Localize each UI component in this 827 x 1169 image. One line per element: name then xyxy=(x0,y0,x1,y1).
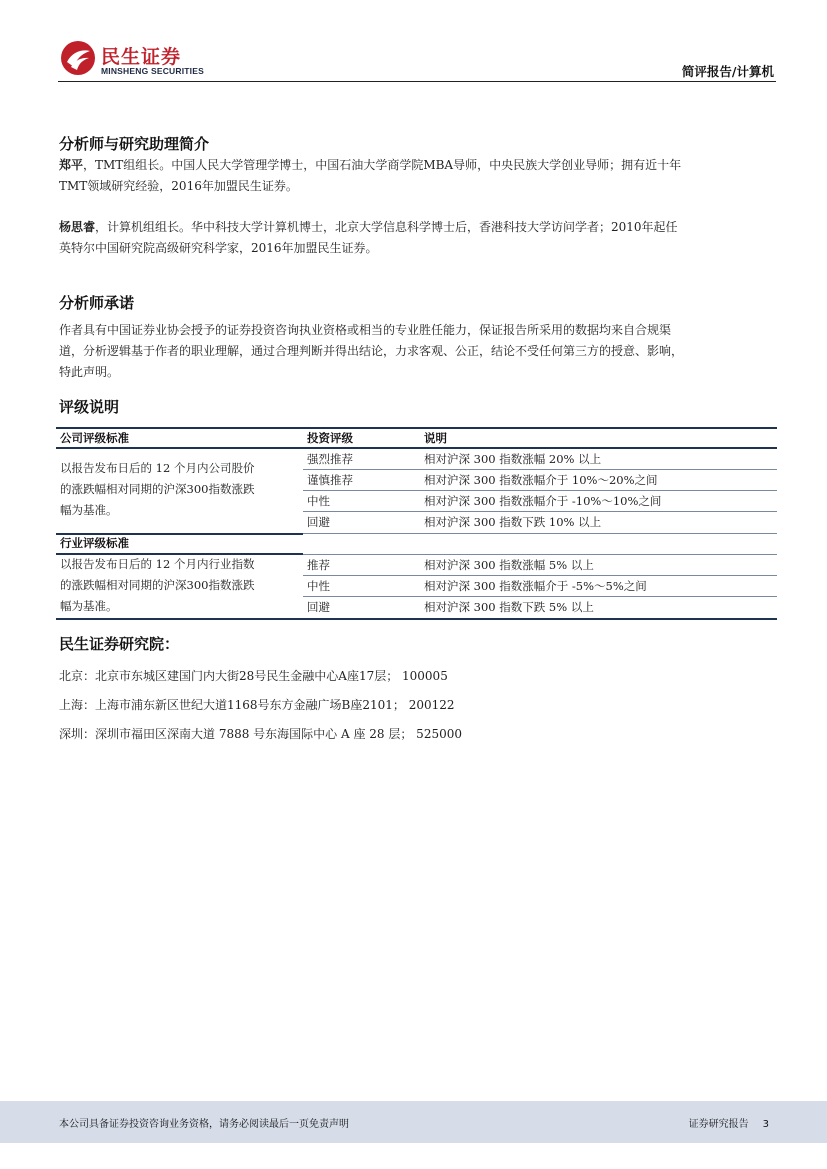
col-header-description: 说明 xyxy=(424,431,447,445)
criteria-line: 的涨跌幅相对同期的沪深300指数涨跌 xyxy=(60,482,255,496)
rating-strong-buy: 强烈推荐 xyxy=(307,452,353,466)
rating-description: 相对沪深 300 指数涨幅介于 -5%～5%之间 xyxy=(424,579,647,593)
rating-section-title: 评级说明 xyxy=(59,398,120,416)
analyst-bio-text: ，计算机组组长。华中科技大学计算机博士，北京大学信息科学博士后，香港科技大学访问学者；2010年起任 xyxy=(95,220,678,234)
page-number: 3 xyxy=(762,1119,769,1130)
table-header-rule xyxy=(56,447,777,449)
address-beijing: 北京：北京市东城区建国门内大街28号民生金融中心A座17层； 100005 xyxy=(59,669,448,683)
analyst-bio-line: TMT领域研究经验，2016年加盟民生证券。 xyxy=(59,179,298,193)
address-shenzhen: 深圳：深圳市福田区深南大道 7888 号东海国际中心 A 座 28 层； 525000 xyxy=(59,727,462,741)
rating-description: 相对沪深 300 指数下跌 10% 以上 xyxy=(424,515,602,529)
logo-english-name: MINSHENG SECURITIES xyxy=(101,66,204,76)
analyst-bio-line xyxy=(59,155,771,176)
footer-disclaimer: 本公司具备证券投资咨询业务资格，请务必阅读最后一页免责声明 xyxy=(59,1119,349,1130)
address-shanghai: 上海：上海市浦东新区世纪大道1168号东方金融广场B座2101； 200122 xyxy=(59,698,455,712)
page-header xyxy=(58,38,776,82)
rating-buy: 推荐 xyxy=(307,558,330,572)
col-header-rating: 投资评级 xyxy=(307,431,353,445)
commitment-section-title: 分析师承诺 xyxy=(59,294,135,312)
row-rule xyxy=(303,469,777,470)
rating-avoid: 回避 xyxy=(307,515,330,529)
industry-criteria-header: 行业评级标准 xyxy=(60,536,129,550)
criteria-line: 幅为基准。 xyxy=(60,599,118,613)
criteria-line: 以报告发布日后的 12 个月内行业指数 xyxy=(60,557,255,571)
commitment-text xyxy=(59,320,771,383)
commitment-line: 作者具有中国证券业协会授予的证券投资咨询执业资格或相当的专业胜任能力，保证报告所采用的数据均来自合规渠 xyxy=(59,323,672,337)
row-rule xyxy=(303,554,777,555)
header-divider xyxy=(58,81,776,82)
analysts-section-title: 分析师与研究助理简介 xyxy=(59,135,210,153)
criteria-line: 以报告发布日后的 12 个月内公司股价 xyxy=(60,461,255,475)
commitment-line: 道，分析逻辑基于作者的职业理解，通过合理判断并得出结论，力求客观、公正，结论不受任何第三方的授意、影响， xyxy=(59,344,684,358)
page-footer xyxy=(0,1101,827,1143)
row-rule xyxy=(303,511,777,512)
company-criteria-text xyxy=(60,458,300,521)
commitment-line: 特此声明。 xyxy=(59,365,120,379)
rating-description: 相对沪深 300 指数涨幅介于 -10%～10%之间 xyxy=(424,494,662,508)
rating-cautious-buy: 谨慎推荐 xyxy=(307,473,353,487)
rating-avoid: 回避 xyxy=(307,600,330,614)
rating-description: 相对沪深 300 指数下跌 5% 以上 xyxy=(424,600,594,614)
row-rule xyxy=(303,490,777,491)
analyst-bio-line xyxy=(59,217,771,238)
rating-description: 相对沪深 300 指数涨幅介于 10%～20%之间 xyxy=(424,473,658,487)
analyst-bio-yang xyxy=(59,217,771,259)
rating-neutral: 中性 xyxy=(307,494,330,508)
report-category: 简评报告/计算机 xyxy=(681,64,774,79)
analyst-name: 杨思睿 xyxy=(59,220,96,234)
table-bottom-rule xyxy=(56,618,777,620)
row-rule xyxy=(303,575,777,576)
col-header-company-criteria: 公司评级标准 xyxy=(60,431,129,445)
criteria-line: 幅为基准。 xyxy=(60,503,118,517)
institute-section-title: 民生证券研究院： xyxy=(59,635,180,653)
rating-neutral: 中性 xyxy=(307,579,330,593)
row-rule xyxy=(303,533,777,534)
criteria-line: 的涨跌幅相对同期的沪深300指数涨跌 xyxy=(60,578,255,592)
rating-description: 相对沪深 300 指数涨幅 5% 以上 xyxy=(424,558,594,572)
logo-chinese-name: 民生证券 xyxy=(101,46,182,68)
row-rule xyxy=(303,596,777,597)
footer-doc-type: 证券研究报告 xyxy=(688,1119,749,1130)
analyst-name: 郑平 xyxy=(59,158,84,172)
analyst-bio-line: 英特尔中国研究院高级研究科学家，2016年加盟民生证券。 xyxy=(59,241,378,255)
industry-criteria-text xyxy=(60,554,300,617)
table-top-rule xyxy=(56,427,777,429)
rating-description: 相对沪深 300 指数涨幅 20% 以上 xyxy=(424,452,602,466)
company-logo xyxy=(58,38,208,78)
analyst-bio-text: ，TMT组组长。中国人民大学管理学博士，中国石油大学商学院MBA导师，中央民族大学创业导师；拥有近十年 xyxy=(83,158,682,172)
footer-right xyxy=(675,1115,769,1130)
minsheng-logo-icon xyxy=(60,40,96,76)
analyst-bio-zheng xyxy=(59,155,771,197)
